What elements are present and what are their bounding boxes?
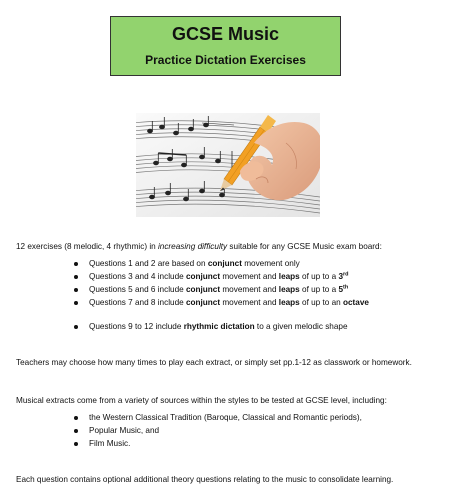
bullet-icon [74, 416, 78, 420]
page-title: GCSE Music [171, 24, 280, 44]
bullet-icon [74, 262, 78, 266]
page-subtitle: Practice Dictation Exercises [145, 53, 306, 67]
bullet-icon [74, 325, 78, 329]
bullet-icon [74, 429, 78, 433]
sources-text: Musical extracts come from a variety of sources within the styles to be tested at GCSE level, including: [16, 396, 387, 405]
teachers-text: Teachers may choose how many times to play each extract, or simply set pp.1-12 as classwork or homework. [16, 358, 412, 367]
bullet-icon [74, 301, 78, 305]
bullet-icon [74, 275, 78, 279]
title-box [110, 16, 341, 76]
closing-text: Each question contains optional additional theory questions relating to the music to consolidate learning. [16, 475, 394, 484]
intro-text: 12 exercises (8 melodic, 4 rhythmic) in increasing difficulty suitable for any GCSE Music exam board: [16, 242, 382, 251]
bullet-icon [74, 442, 78, 446]
bullet-icon [74, 288, 78, 292]
hand-writing-music-icon [136, 113, 320, 217]
